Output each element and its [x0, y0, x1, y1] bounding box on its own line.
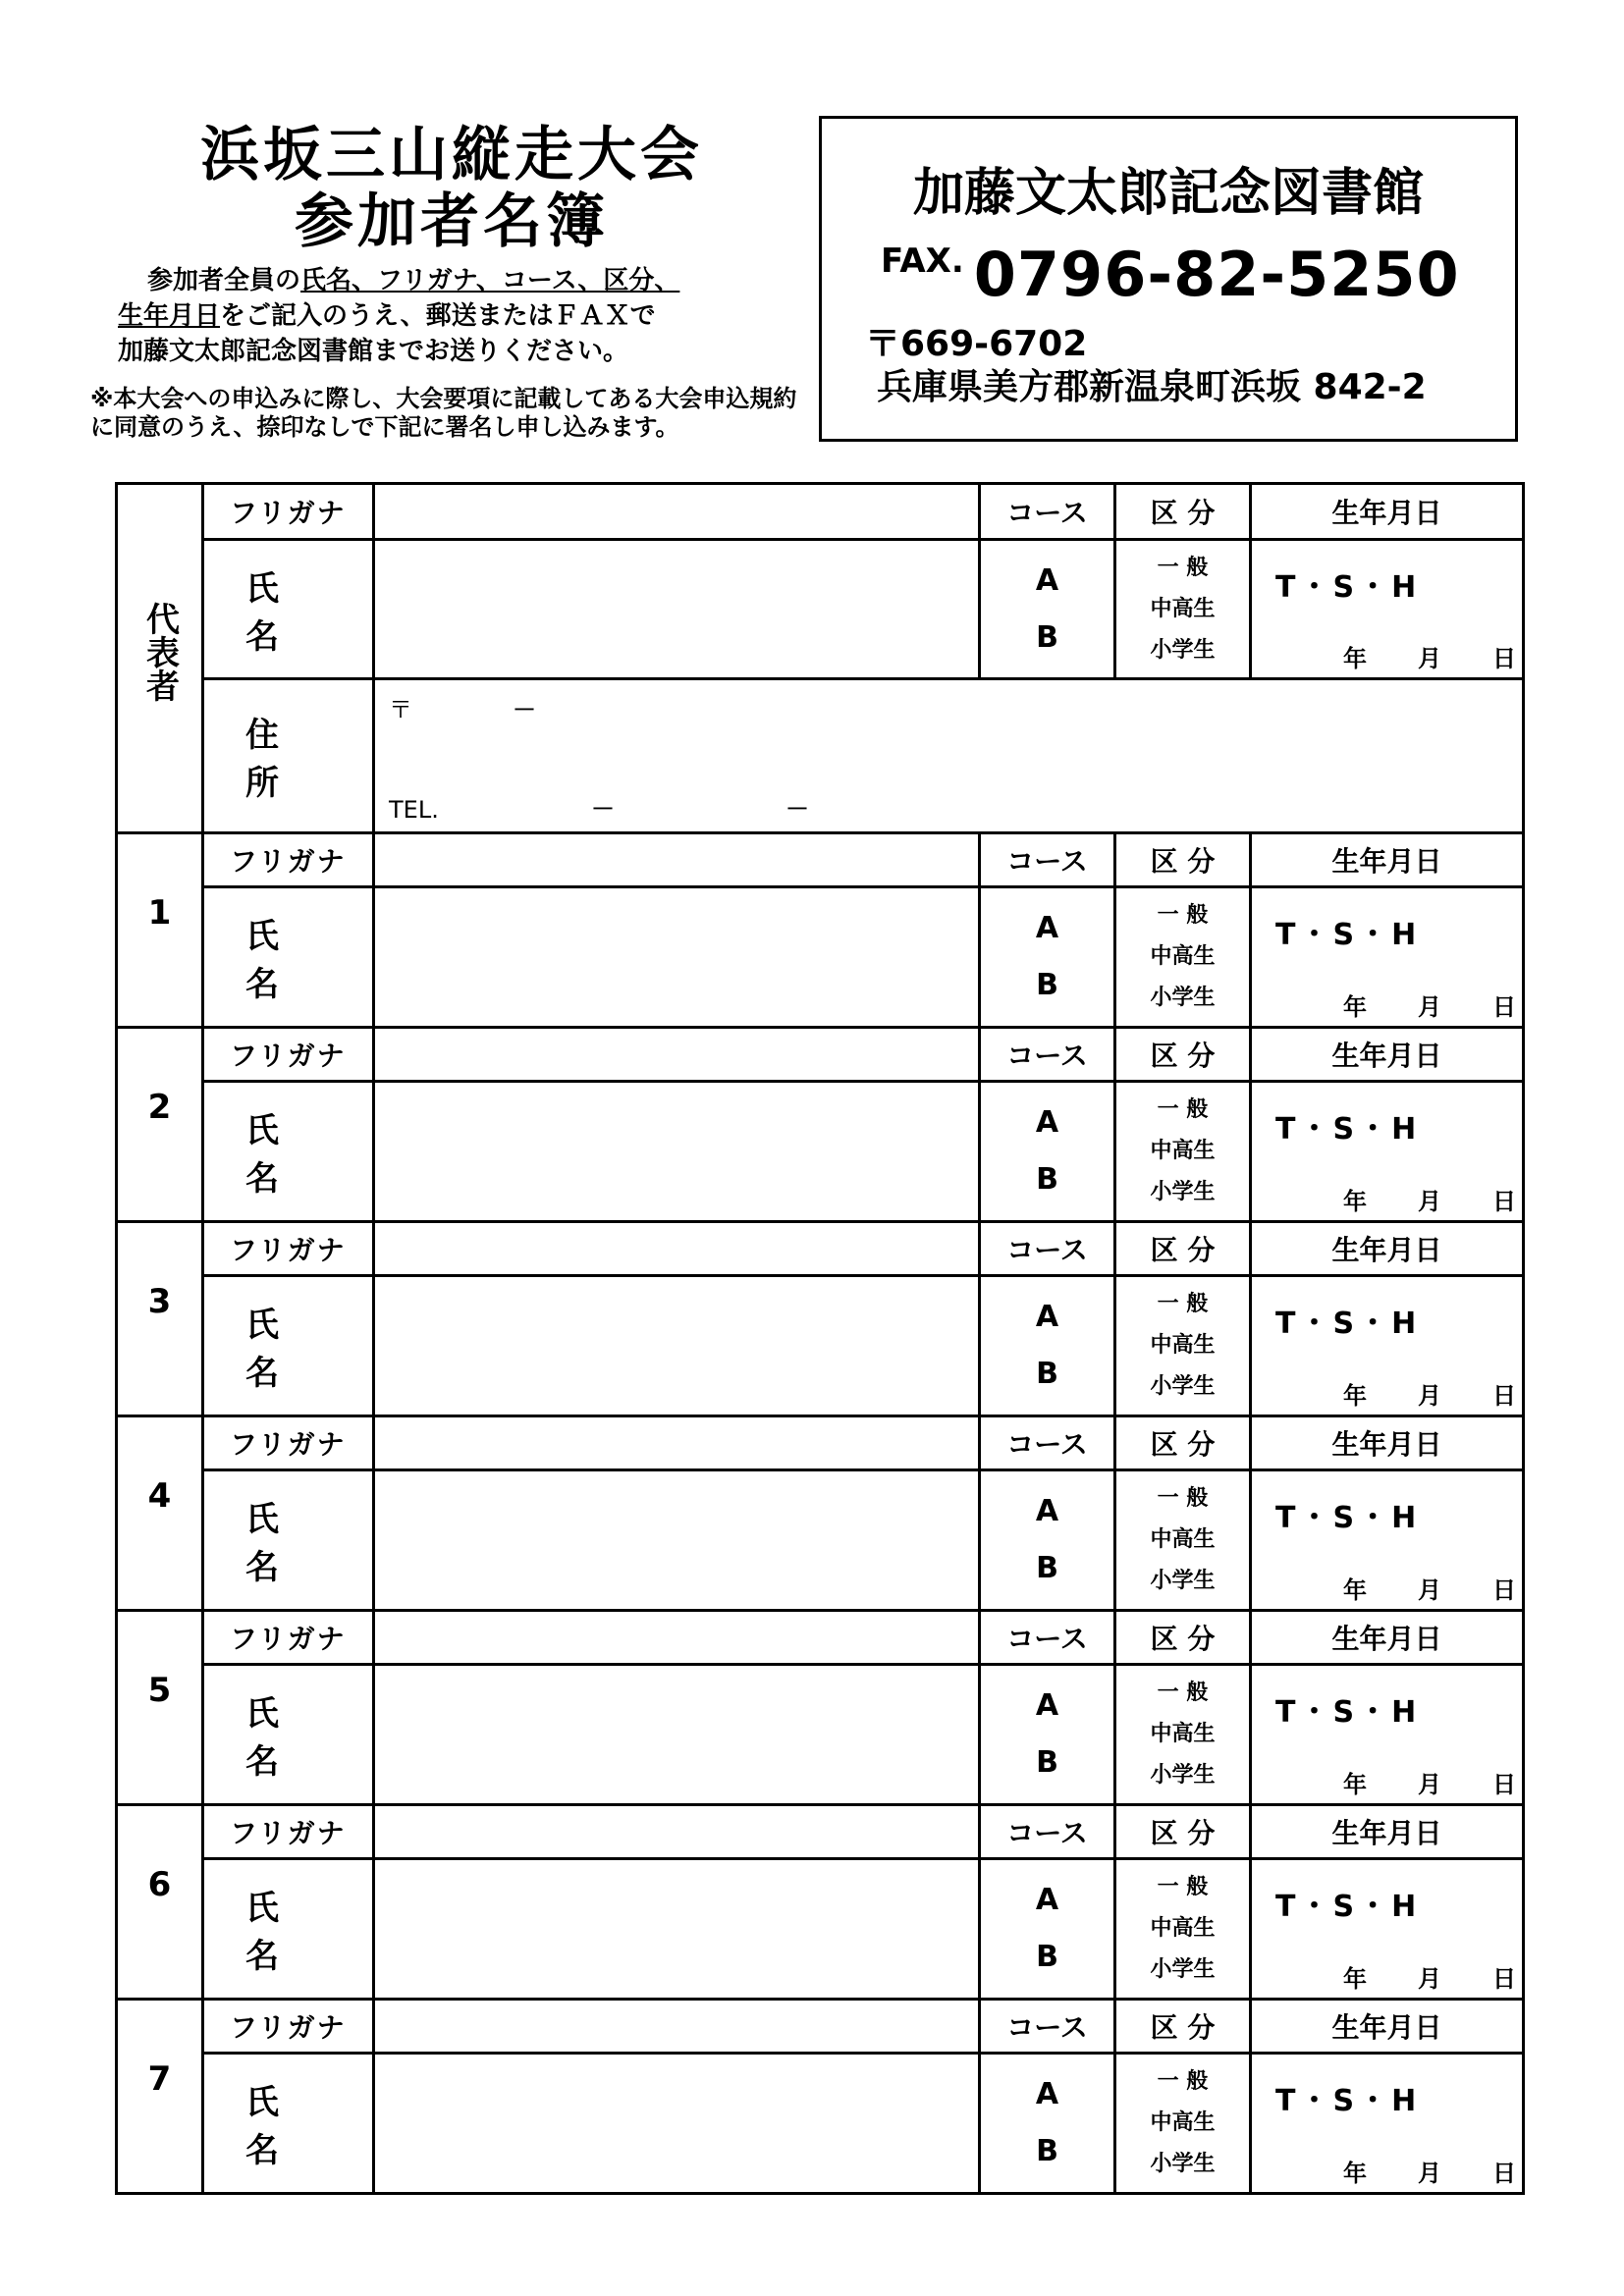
day-label: 日: [1492, 1965, 1516, 1993]
era-options[interactable]: T・S・H: [1275, 570, 1421, 605]
name-field[interactable]: [374, 540, 980, 679]
participant-furigana-row: [117, 1416, 1524, 1470]
furigana-label: フリガナ: [203, 2000, 374, 2054]
day-label: 日: [1492, 1382, 1516, 1410]
representative-text: 代表者: [139, 602, 180, 702]
participant-number: 7: [117, 2000, 203, 2194]
dob-header: 生年月日: [1251, 484, 1524, 540]
course-a[interactable]: A: [1035, 1494, 1059, 1528]
division-header: 区 分: [1115, 1222, 1251, 1276]
participant-number: 6: [117, 1805, 203, 2000]
month-label: 月: [1418, 1188, 1441, 1215]
course-b[interactable]: B: [1036, 1940, 1058, 1974]
course-options[interactable]: [980, 1665, 1115, 1805]
division-general[interactable]: 一 般: [1157, 1681, 1209, 1705]
course-a[interactable]: A: [1035, 562, 1059, 598]
month-label: 月: [1418, 1576, 1441, 1604]
name-field[interactable]: [374, 1859, 980, 2000]
division-elementary[interactable]: 小学生: [1150, 637, 1216, 663]
tel-dash: －: [591, 795, 615, 823]
division-elementary[interactable]: 小学生: [1150, 986, 1216, 1010]
division-general[interactable]: 一 般: [1157, 1486, 1209, 1511]
participant-furigana-row: [117, 1805, 1524, 1859]
course-a[interactable]: A: [1035, 1883, 1059, 1917]
intro-required-fields: 氏名、フリガナ、コース、区分、: [300, 266, 680, 295]
course-header: コース: [980, 1611, 1115, 1665]
division-elementary[interactable]: 小学生: [1150, 2152, 1216, 2176]
division-header: 区 分: [1115, 1028, 1251, 1082]
address: 兵庫県美方郡新温泉町浜坂 842-2: [877, 367, 1427, 407]
dob-field[interactable]: [1251, 1470, 1524, 1611]
participant-furigana-row: [117, 1028, 1524, 1082]
ymd-labels: [1292, 988, 1516, 1022]
furigana-field[interactable]: [374, 1028, 980, 1082]
course-header: コース: [980, 484, 1115, 540]
name-label: 氏名: [203, 887, 374, 1028]
participant-furigana-row: [117, 833, 1524, 887]
division-elementary[interactable]: 小学生: [1150, 1374, 1216, 1399]
division-junior-high[interactable]: 中高生: [1150, 596, 1216, 621]
name-label: 氏名: [203, 1665, 374, 1805]
ymd-labels: [1292, 1959, 1516, 1994]
participant-number: 5: [117, 1611, 203, 1805]
ymd-labels: [1292, 1376, 1516, 1411]
ymd-labels: [1292, 639, 1516, 673]
participant-furigana-row: [117, 1611, 1524, 1665]
month-label: 月: [1418, 2160, 1441, 2187]
division-options[interactable]: [1115, 1859, 1251, 2000]
division-junior-high[interactable]: 中高生: [1150, 944, 1216, 969]
name-label: 氏名: [203, 1470, 374, 1611]
division-elementary[interactable]: 小学生: [1150, 1763, 1216, 1788]
fax-line: [881, 239, 1460, 310]
dob-header: 生年月日: [1251, 1416, 1524, 1470]
division-options[interactable]: [1115, 887, 1251, 1028]
fax-label: FAX.: [881, 241, 964, 281]
address-label: 住所: [203, 679, 374, 833]
form-title-line1: 浜坂三山縦走大会: [200, 121, 703, 189]
participant-furigana-row: [117, 2000, 1524, 2054]
course-options[interactable]: [980, 540, 1115, 679]
ymd-labels: [1292, 2154, 1516, 2188]
agreement-note: ※本大会への申込みに際し、大会要項に記載してある大会申込規約に同意のうえ、捺印なしで下記に署名し申し込みます。: [90, 385, 797, 441]
division-options[interactable]: [1115, 540, 1251, 679]
year-label: 年: [1343, 645, 1367, 672]
tel-dash: －: [785, 795, 809, 823]
day-label: 日: [1492, 1771, 1516, 1798]
dob-field[interactable]: [1251, 1276, 1524, 1416]
day-label: 日: [1492, 1188, 1516, 1215]
fax-number: 0796-82-5250: [973, 239, 1460, 310]
dob-header: 生年月日: [1251, 1611, 1524, 1665]
course-a[interactable]: A: [1035, 1688, 1059, 1723]
library-name: 加藤文太郎記念図書館: [912, 164, 1424, 223]
intro-text: 加藤文太郎記念図書館までお送りください。: [118, 337, 629, 366]
course-header: コース: [980, 833, 1115, 887]
year-label: 年: [1343, 1771, 1367, 1798]
course-header: コース: [980, 1805, 1115, 1859]
ymd-labels: [1292, 1765, 1516, 1799]
course-b[interactable]: B: [1036, 1745, 1058, 1780]
day-label: 日: [1492, 645, 1516, 672]
year-label: 年: [1343, 1965, 1367, 1993]
year-label: 年: [1343, 2160, 1367, 2187]
participant-name-row: [117, 1470, 1524, 1611]
dob-field[interactable]: [1251, 540, 1524, 679]
division-header: 区 分: [1115, 1416, 1251, 1470]
name-field[interactable]: [374, 1276, 980, 1416]
division-header: 区 分: [1115, 1611, 1251, 1665]
division-header: 区 分: [1115, 2000, 1251, 2054]
division-options[interactable]: [1115, 1082, 1251, 1222]
instructions: [118, 263, 805, 369]
era-options[interactable]: T・S・H: [1275, 1695, 1421, 1730]
intro-dob: 生年月日: [118, 301, 221, 331]
furigana-field[interactable]: [374, 1611, 980, 1665]
course-b[interactable]: B: [1036, 619, 1058, 655]
name-label: 氏名: [203, 1082, 374, 1222]
furigana-label: フリガナ: [203, 833, 374, 887]
participant-number: 4: [117, 1416, 203, 1611]
era-options[interactable]: T・S・H: [1275, 1501, 1421, 1535]
postal-address: [865, 323, 1427, 409]
furigana-label: フリガナ: [203, 1028, 374, 1082]
furigana-field[interactable]: [374, 833, 980, 887]
name-field[interactable]: [374, 1665, 980, 1805]
course-options[interactable]: [980, 1859, 1115, 2000]
year-label: 年: [1343, 1382, 1367, 1410]
furigana-field[interactable]: [374, 1416, 980, 1470]
division-options[interactable]: [1115, 2054, 1251, 2194]
division-elementary[interactable]: 小学生: [1150, 1957, 1216, 1982]
division-junior-high[interactable]: 中高生: [1150, 1333, 1216, 1358]
era-options[interactable]: T・S・H: [1275, 1890, 1421, 1924]
furigana-field[interactable]: [374, 2000, 980, 2054]
postal-dash: －: [513, 696, 536, 723]
era-options[interactable]: T・S・H: [1275, 1112, 1421, 1147]
month-label: 月: [1418, 993, 1441, 1021]
division-junior-high[interactable]: 中高生: [1150, 1722, 1216, 1746]
course-b[interactable]: B: [1036, 1162, 1058, 1197]
day-label: 日: [1492, 2160, 1516, 2187]
participant-furigana-row: [117, 1222, 1524, 1276]
name-field[interactable]: [374, 887, 980, 1028]
participant-name-row: [117, 2054, 1524, 2194]
furigana-label: フリガナ: [203, 1222, 374, 1276]
participant-name-row: [117, 1859, 1524, 2000]
year-label: 年: [1343, 1188, 1367, 1215]
course-options[interactable]: [980, 1082, 1115, 1222]
furigana-label: フリガナ: [203, 1805, 374, 1859]
division-general[interactable]: 一 般: [1157, 2069, 1209, 2094]
dob-field[interactable]: [1251, 1665, 1524, 1805]
name-label: 氏名: [203, 1276, 374, 1416]
course-header: コース: [980, 2000, 1115, 2054]
month-label: 月: [1418, 1965, 1441, 1993]
dob-header: 生年月日: [1251, 833, 1524, 887]
contact-box: [819, 116, 1518, 442]
course-a[interactable]: A: [1035, 1300, 1059, 1334]
participant-name-row: [117, 1665, 1524, 1805]
participant-table: [115, 482, 1525, 2195]
division-general[interactable]: 一 般: [1157, 1292, 1209, 1316]
name-field[interactable]: [374, 1470, 980, 1611]
participant-number: 3: [117, 1222, 203, 1416]
division-general[interactable]: 一 般: [1157, 903, 1209, 928]
representative-label: [117, 484, 203, 833]
division-junior-high[interactable]: 中高生: [1150, 1139, 1216, 1163]
era-options[interactable]: T・S・H: [1275, 2084, 1421, 2118]
participant-number: 2: [117, 1028, 203, 1222]
course-header: コース: [980, 1416, 1115, 1470]
dob-field[interactable]: [1251, 1859, 1524, 2000]
furigana-label: フリガナ: [203, 1611, 374, 1665]
course-a[interactable]: A: [1035, 1105, 1059, 1140]
division-header: 区 分: [1115, 833, 1251, 887]
ymd-labels: [1292, 1571, 1516, 1605]
era-options[interactable]: T・S・H: [1275, 1307, 1421, 1341]
day-label: 日: [1492, 1576, 1516, 1604]
course-b[interactable]: B: [1036, 968, 1058, 1002]
intro-text: をご記入のうえ、郵送またはＦＡＸで: [220, 301, 656, 331]
dob-header: 生年月日: [1251, 1805, 1524, 1859]
dob-field[interactable]: [1251, 1082, 1524, 1222]
furigana-label: フリガナ: [203, 1416, 374, 1470]
name-label: 氏名: [203, 540, 374, 679]
month-label: 月: [1418, 1382, 1441, 1410]
division-general[interactable]: 一 般: [1157, 1875, 1209, 1899]
course-header: コース: [980, 1028, 1115, 1082]
year-label: 年: [1343, 993, 1367, 1021]
course-b[interactable]: B: [1036, 1357, 1058, 1391]
name-label: 氏名: [203, 1859, 374, 2000]
name-label: 氏名: [203, 2054, 374, 2194]
form-title-line2: 参加者名簿: [295, 187, 609, 256]
dob-header: 生年月日: [1251, 1222, 1524, 1276]
furigana-label: フリガナ: [203, 484, 374, 540]
furigana-field[interactable]: [374, 484, 980, 540]
month-label: 月: [1418, 645, 1441, 672]
division-junior-high[interactable]: 中高生: [1150, 2110, 1216, 2135]
ymd-labels: [1292, 1182, 1516, 1216]
division-general[interactable]: 一 般: [1157, 555, 1209, 580]
participant-name-row: [117, 1276, 1524, 1416]
month-label: 月: [1418, 1771, 1441, 1798]
day-label: 日: [1492, 993, 1516, 1021]
division-options[interactable]: [1115, 1276, 1251, 1416]
course-options[interactable]: [980, 1470, 1115, 1611]
division-options[interactable]: [1115, 1665, 1251, 1805]
postal-code: 〒669-6702: [865, 324, 1088, 364]
intro-text: 参加者全員の: [147, 266, 301, 295]
division-elementary[interactable]: 小学生: [1150, 1569, 1216, 1593]
course-header: コース: [980, 1222, 1115, 1276]
era-options[interactable]: T・S・H: [1275, 918, 1421, 952]
participant-name-row: [117, 1082, 1524, 1222]
course-a[interactable]: A: [1035, 2077, 1059, 2111]
name-field[interactable]: [374, 1082, 980, 1222]
course-options[interactable]: [980, 887, 1115, 1028]
participant-number: 1: [117, 833, 203, 1028]
dob-header: 生年月日: [1251, 1028, 1524, 1082]
furigana-field[interactable]: [374, 1805, 980, 1859]
division-junior-high[interactable]: 中高生: [1150, 1916, 1216, 1941]
year-label: 年: [1343, 1576, 1367, 1604]
address-field[interactable]: [374, 679, 1524, 833]
division-options[interactable]: [1115, 1470, 1251, 1611]
dob-field[interactable]: [1251, 2054, 1524, 2194]
rep-address-row: [117, 679, 1524, 833]
rep-name-row: [117, 540, 1524, 679]
course-options[interactable]: [980, 1276, 1115, 1416]
division-elementary[interactable]: 小学生: [1150, 1180, 1216, 1204]
postal-mark: 〒: [389, 696, 412, 723]
participant-name-row: [117, 887, 1524, 1028]
dob-field[interactable]: [1251, 887, 1524, 1028]
tel-label: TEL.: [389, 796, 439, 824]
division-general[interactable]: 一 般: [1157, 1097, 1209, 1122]
name-field[interactable]: [374, 2054, 980, 2194]
course-b[interactable]: B: [1036, 1551, 1058, 1585]
dob-header: 生年月日: [1251, 2000, 1524, 2054]
course-options[interactable]: [980, 2054, 1115, 2194]
furigana-field[interactable]: [374, 1222, 980, 1276]
course-b[interactable]: B: [1036, 2134, 1058, 2168]
course-a[interactable]: A: [1035, 911, 1059, 945]
division-junior-high[interactable]: 中高生: [1150, 1527, 1216, 1552]
rep-furigana-row: [117, 484, 1524, 540]
division-header: 区 分: [1115, 1805, 1251, 1859]
division-header: 区 分: [1115, 484, 1251, 540]
